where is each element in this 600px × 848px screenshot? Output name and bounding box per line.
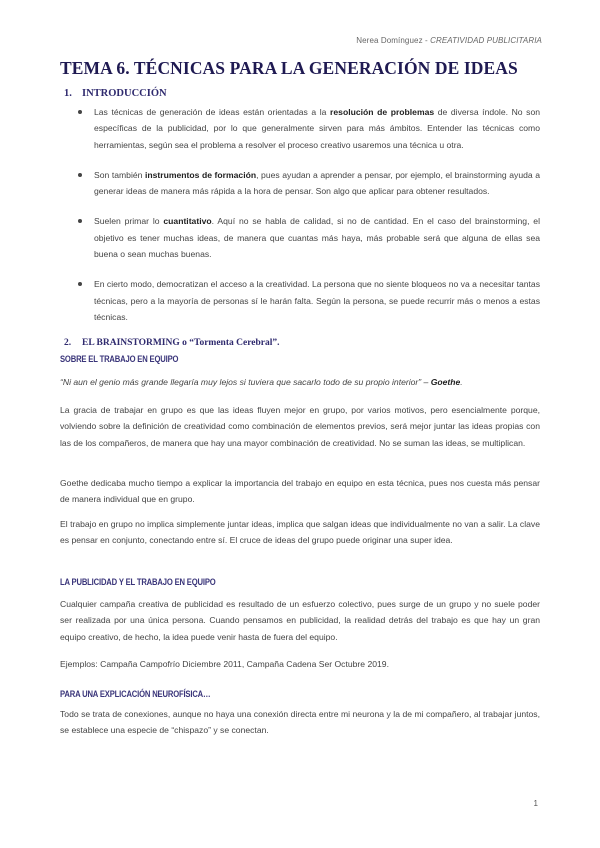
subheading-advertising: LA PUBLICIDAD Y EL TRABAJO EN EQUIPO (60, 577, 216, 587)
examples-paragraph: Ejemplos: Campaña Campofrío Diciembre 2011, Campaña Cadena Ser Octubre 2019. (60, 659, 389, 669)
section-1-heading (64, 88, 167, 99)
page-title: TEMA 6. TÉCNICAS PARA LA GENERACIÓN DE IDEAS (60, 58, 518, 78)
paragraph: Todo se trata de conexiones, aunque no haya una conexión directa entre mi neurona y la de mi compañero, al trabajar juntos, se establece una especie de “chispazo” y se conectan. (60, 709, 540, 736)
running-header (356, 36, 542, 45)
list-item: Las técnicas de generación de ideas están orientadas a la resolución de problemas de diversa índole. No son específicas de la publicidad, por lo que generalmente sirven para más ámbitos. Entender las técnicas como herramientas, según sea el problema a resolver el proceso creativo usaremos una técnica u otra. (78, 104, 540, 153)
paragraph: La gracia de trabajar en grupo es que las ideas fluyen mejor en grupo, por varios motivos, pero esencialmente porque, volviendo sobre la definición de creatividad como combinación de elementos previos, será mejor juntar las ideas propias con las de los compañeros, de manera que hay una mayor combinación de creatividad. No se suman las ideas, se multiplican. (60, 405, 540, 448)
bullet-icon (78, 219, 82, 223)
section-1-title: INTRODUCCIÓN (82, 88, 167, 99)
section-2-heading (64, 338, 280, 348)
list-item: Son también instrumentos de formación, pues ayudan a aprender a pensar, por ejemplo, el brainstorming ayuda a generar ideas de manera más rápida a la hora de pensar. Son algo que aplicar para obtener resultados. (78, 167, 540, 200)
paragraph: Goethe dedicaba mucho tiempo a explicar la importancia del trabajo en equipo en esta técnica, pues nos cuesta más pensar de manera individual que en grupo. (60, 478, 540, 505)
section-1-number: 1. (64, 88, 72, 99)
subheading-teamwork: SOBRE EL TRABAJO EN EQUIPO (60, 354, 179, 364)
bold-term: instrumentos de formación (144, 169, 257, 180)
list-item: En cierto modo, democratizan el acceso a la creatividad. La persona que no siente bloqueos no va a necesitar tantas técnicas, pero a la mayoría de personas sí le harán falta. Según la persona, se puede recurrir más o menos a estas técnicas. (78, 276, 540, 325)
quote-block: “Ni aun el genio más grande llegaría muy lejos si tuviera que sacarlo todo de su propio interior” – Goethe. (60, 377, 463, 387)
intro-bullet-list (78, 104, 540, 339)
section-2-number: 2. (64, 338, 72, 348)
bullet-icon (78, 282, 82, 286)
bold-term: cuantitativo (163, 216, 212, 227)
page-number: 1 (533, 799, 538, 808)
quote-author: Goethe (430, 377, 461, 387)
header-course: CREATIVIDAD PUBLICITARIA (430, 36, 542, 45)
subheading-neurophysical: PARA UNA EXPLICACIÓN NEUROFÍSICA… (60, 689, 211, 699)
bullet-icon (78, 173, 82, 177)
bullet-icon (78, 110, 82, 114)
list-item: Suelen primar lo cuantitativo. Aquí no se habla de calidad, si no de cantidad. En el caso del brainstorming, el objetivo es tener muchas ideas, de manera que cuantas más haya, más probable será que alguna de ellas sea buena o sean muchas buenas. (78, 213, 540, 262)
header-author: Nerea Domínguez - (356, 36, 431, 45)
paragraph: Cualquier campaña creativa de publicidad es resultado de un esfuerzo colectivo, pues surge de un grupo y no suele poder ser realizada por una única persona. Cuando pensamos en publicidad, la realidad detrás del trabajo es que hay un gran equipo creativo, de hecho, la idea puede venir hasta de fuera del equipo. (60, 599, 540, 642)
bold-term: resolución de problemas (330, 107, 435, 117)
quote-text: “Ni aun el genio más grande llegaría muy lejos si tuviera que sacarlo todo de su propio interior” – (60, 377, 431, 387)
section-2-title: EL BRAINSTORMING o “Tormenta Cerebral”. (82, 338, 280, 348)
paragraph: El trabajo en grupo no implica simplemente juntar ideas, implica que salgan ideas que individualmente no van a salir. La clave es pensar en conjunto, conectando entre sí. El cruce de ideas del grupo puede originar una super idea. (60, 519, 540, 546)
